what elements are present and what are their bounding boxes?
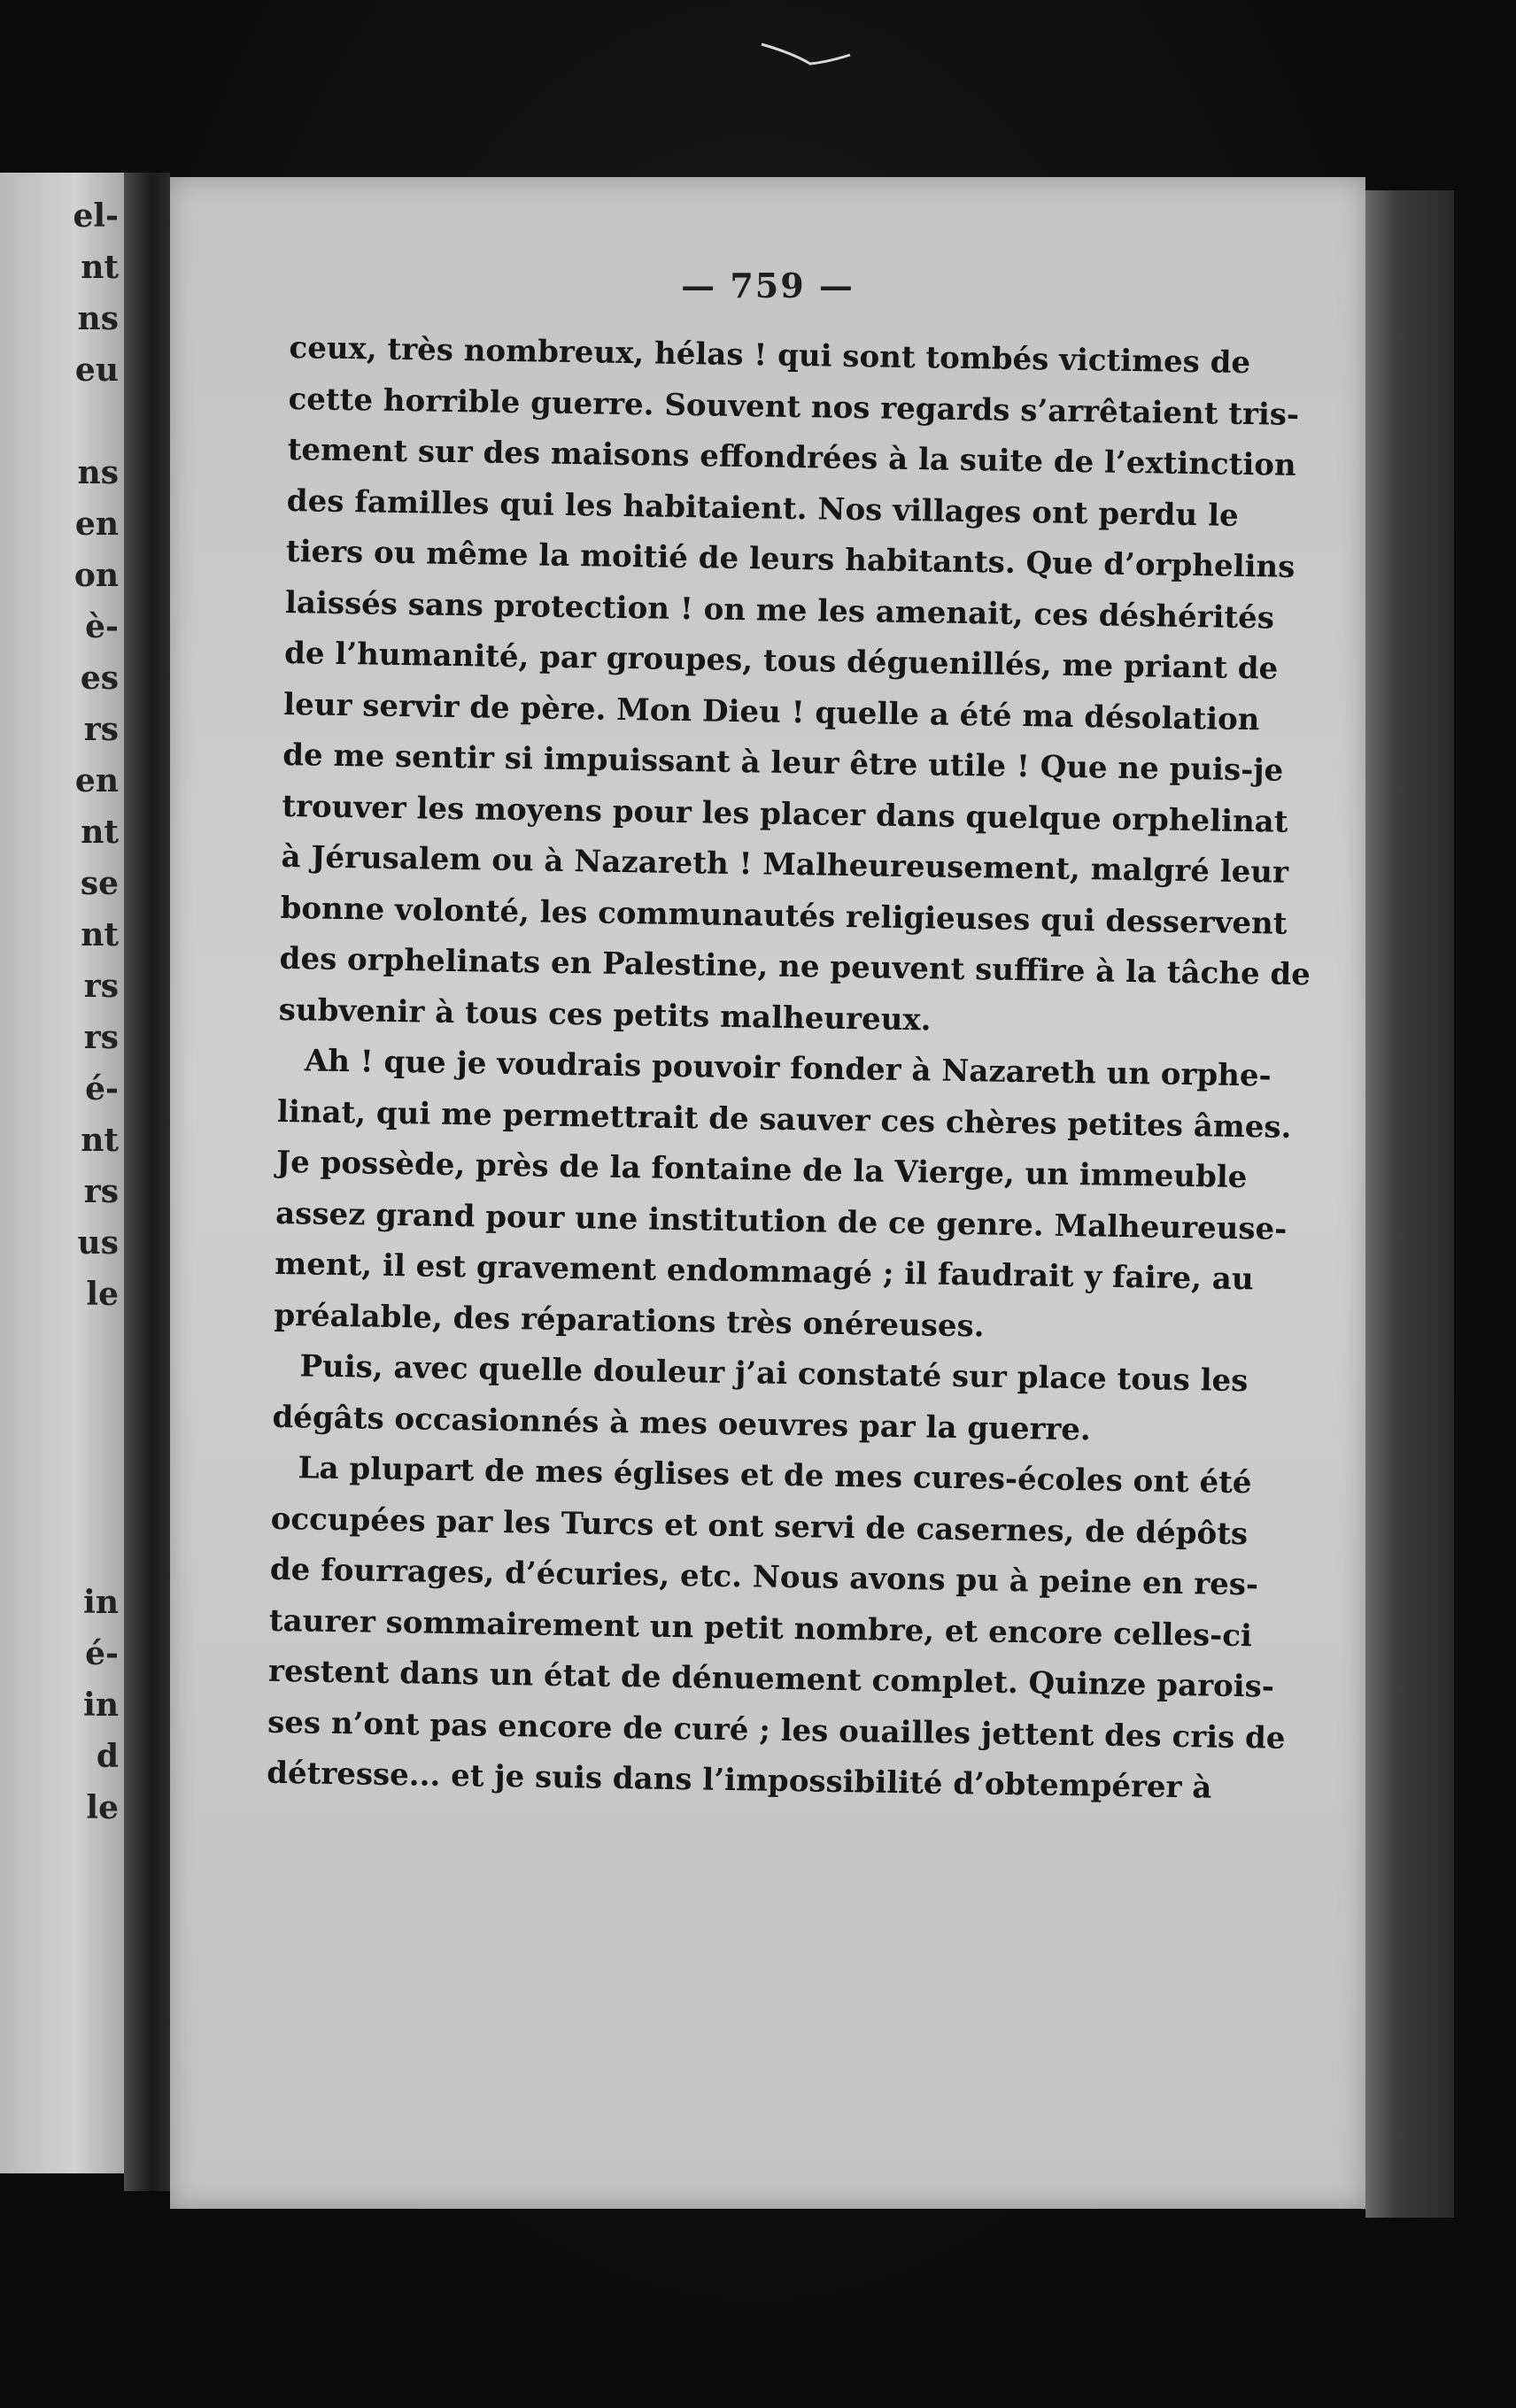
previous-page-fragment-line: rs xyxy=(83,1019,119,1056)
previous-page-fragment-line: es xyxy=(80,660,119,697)
text-line: tement sur des maisons effondrées à la suite de l’extinction xyxy=(287,431,1297,483)
previous-page-fragment-line: d xyxy=(96,1738,119,1775)
previous-page-fragment-line: nt xyxy=(81,249,119,286)
paragraph xyxy=(266,1443,1286,1814)
previous-page-fragment-line: in xyxy=(83,1584,119,1621)
text-line: tiers ou même la moitié de leurs habitants. Que d’orphelins xyxy=(285,533,1296,585)
text-line: détresse... et je suis dans l’impossibilité d’obtempérer à xyxy=(266,1755,1212,1806)
text-line: Ah ! que je voudrais pouvoir fonder à Nazareth un orphe- xyxy=(304,1043,1272,1094)
previous-page-fragment-line: rs xyxy=(83,1173,119,1210)
text-line: Puis, avec quelle douleur j’ai constaté sur place tous les xyxy=(299,1348,1249,1400)
previous-page-fragment-line: è- xyxy=(85,608,119,645)
previous-page-text-fragments xyxy=(0,190,124,1833)
text-line: leur servir de père. Mon Dieu ! quelle a été ma désolation xyxy=(282,686,1260,737)
previous-page-fragment-line: en xyxy=(74,762,119,799)
text-line: cette horrible guerre. Souvent nos regards s’arrêtaient tris- xyxy=(288,381,1300,433)
previous-page-fragment-line: us xyxy=(77,1224,119,1262)
book-page xyxy=(170,177,1365,2209)
scan-artifact-mark xyxy=(757,35,855,71)
text-line: ses n’ont pas encore de curé ; les ouailles jettent des cris de xyxy=(267,1704,1286,1756)
previous-page-fragment-line: se xyxy=(80,865,119,902)
page-number: — 759 — xyxy=(681,266,855,305)
previous-page-fragment-line xyxy=(0,1320,124,1371)
previous-page-fragment-line: rs xyxy=(83,968,119,1005)
text-line: ceux, très nombreux, hélas ! qui sont tombés victimes de xyxy=(289,329,1251,382)
text-line: trouver les moyens pour les placer dans quelque orphelinat xyxy=(282,788,1288,840)
previous-page-fragment-line xyxy=(0,396,124,447)
previous-page-fragment-line: rs xyxy=(83,711,119,748)
text-line: ment, il est gravement endommagé ; il faudrait y faire, au xyxy=(274,1246,1254,1298)
previous-page-fragment-line: nt xyxy=(81,814,119,851)
text-line: des orphelinats en Palestine, ne peuvent suffire à la tâche de xyxy=(279,940,1311,993)
previous-page-fragment-line: le xyxy=(86,1276,119,1313)
text-line: linat, qui me permettrait de sauver ces chères petites âmes. xyxy=(276,1093,1292,1146)
text-line: dégâts occasionnés à mes oeuvres par la guerre. xyxy=(272,1399,1092,1447)
previous-page-fragment-line: eu xyxy=(74,351,119,389)
previous-page-fragment-line xyxy=(0,1423,124,1474)
text-line: des familles qui les habitaient. Nos villages ont perdu le xyxy=(286,482,1240,534)
previous-page-fragment-line: en xyxy=(74,506,119,543)
text-line: bonne volonté, les communautés religieuses qui desservent xyxy=(280,890,1288,942)
text-line: de l’humanité, par groupes, tous déguenillés, me priant de xyxy=(283,635,1279,687)
text-line: restent dans un état de dénuement complet. Quinze parois- xyxy=(267,1653,1275,1705)
paragraph xyxy=(278,323,1311,1051)
previous-page-fragment-line: le xyxy=(86,1789,119,1826)
book-page-edges xyxy=(1365,190,1454,2218)
previous-page-fragment-line: in xyxy=(83,1686,119,1724)
previous-page-fragment-line: ns xyxy=(77,454,119,491)
book-gutter xyxy=(124,173,170,2191)
previous-page-fragment-line xyxy=(0,1371,124,1423)
text-line: taurer sommairement un petit nombre, et encore celles-ci xyxy=(268,1602,1253,1654)
paragraph xyxy=(272,1341,1249,1458)
text-line: de fourrages, d’écuries, etc. Nous avons pu à peine en res- xyxy=(269,1551,1259,1603)
text-line: occupées par les Turcs et ont servi de casernes, de dépôts xyxy=(270,1501,1249,1552)
previous-page-fragment-line: é- xyxy=(85,1635,119,1672)
text-line: Je possède, près de la fontaine de la Vierge, un immeuble xyxy=(275,1144,1248,1196)
previous-page-fragment-line: nt xyxy=(81,916,119,953)
paragraph xyxy=(274,1036,1292,1356)
text-line: assez grand pour une institution de ce genre. Malheureuse- xyxy=(275,1195,1288,1247)
previous-page-fragment-line: é- xyxy=(85,1070,119,1108)
previous-page-fragment-line: nt xyxy=(81,1122,119,1159)
text-line: à Jérusalem ou à Nazareth ! Malheureusement, malgré leur xyxy=(281,838,1289,891)
previous-page-fragment-line: el- xyxy=(73,197,119,235)
text-line: subvenir à tous ces petits malheureux. xyxy=(278,992,932,1038)
previous-page-fragment-line xyxy=(0,1525,124,1577)
previous-page-fragment-line: ns xyxy=(77,300,119,337)
page-body-text xyxy=(266,323,1311,1814)
text-line: laissés sans protection ! on me les amenait, ces déshérités xyxy=(284,584,1275,637)
previous-page-fragment-line xyxy=(0,1474,124,1525)
text-line: préalable, des réparations très onéreuses. xyxy=(274,1297,985,1344)
previous-page-fragment-line: on xyxy=(73,557,119,594)
text-line: de me sentir si impuissant à leur être utile ! Que ne puis-je xyxy=(282,737,1284,789)
text-line: La plupart de mes églises et de mes cures-écoles ont été xyxy=(298,1450,1252,1501)
